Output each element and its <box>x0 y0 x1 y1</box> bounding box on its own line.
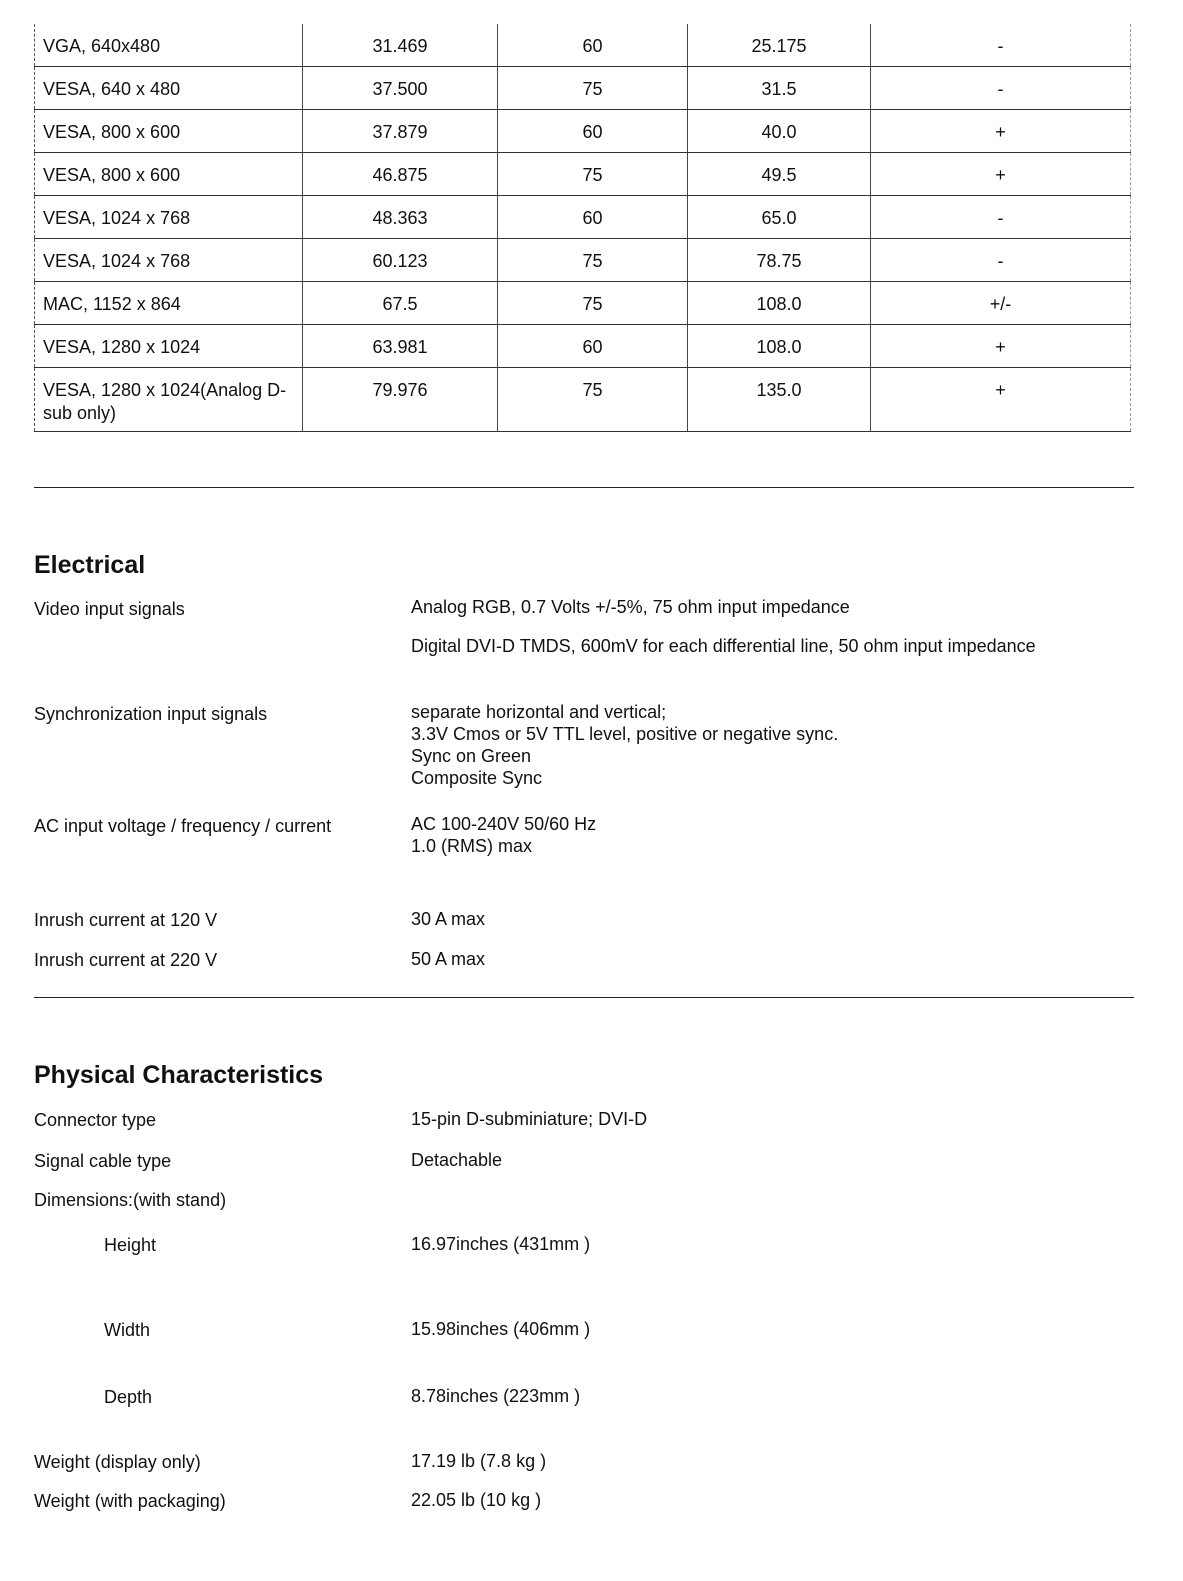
mode-cell: MAC, 1152 x 864 <box>35 282 303 325</box>
polarity-cell: + <box>871 368 1131 432</box>
polarity-cell: - <box>871 239 1131 282</box>
sync-input-line: Composite Sync <box>411 768 543 788</box>
ac-input-line: 1.0 (RMS) max <box>411 836 533 856</box>
pixel-clock-cell: 31.5 <box>688 67 871 110</box>
pixel-clock-cell: 108.0 <box>688 325 871 368</box>
mode-cell: VESA, 800 x 600 <box>35 110 303 153</box>
pixel-clock-cell: 40.0 <box>688 110 871 153</box>
sync-input-label: Synchronization input signals <box>34 704 268 724</box>
v-freq-cell: 75 <box>498 368 688 432</box>
sync-input-line: 3.3V Cmos or 5V TTL level, positive or negative sync. <box>411 724 839 744</box>
depth-label: Depth <box>104 1387 153 1407</box>
table-row <box>35 282 1131 325</box>
signal-cable-value: Detachable <box>411 1150 503 1170</box>
v-freq-cell: 60 <box>498 24 688 67</box>
height-value: 16.97inches (431mm ) <box>411 1234 591 1254</box>
h-freq-cell: 37.500 <box>303 67 498 110</box>
v-freq-cell: 60 <box>498 110 688 153</box>
connector-type-value: 15-pin D-subminiature; DVI-D <box>411 1109 648 1129</box>
table-row <box>35 24 1131 67</box>
pixel-clock-cell: 65.0 <box>688 196 871 239</box>
h-freq-cell: 37.879 <box>303 110 498 153</box>
v-freq-cell: 75 <box>498 239 688 282</box>
pixel-clock-cell: 135.0 <box>688 368 871 432</box>
mode-cell: VGA, 640x480 <box>35 24 303 67</box>
ac-input-value <box>411 813 596 857</box>
sync-input-line: Sync on Green <box>411 746 532 766</box>
table-row <box>35 153 1131 196</box>
physical-heading: Physical Characteristics <box>34 1061 324 1089</box>
inrush-120-label: Inrush current at 120 V <box>34 910 218 930</box>
signal-cable-label: Signal cable type <box>34 1151 172 1171</box>
video-input-label: Video input signals <box>34 599 185 619</box>
h-freq-cell: 63.981 <box>303 325 498 368</box>
h-freq-cell: 60.123 <box>303 239 498 282</box>
h-freq-cell: 46.875 <box>303 153 498 196</box>
pixel-clock-cell: 25.175 <box>688 24 871 67</box>
table-row <box>35 325 1131 368</box>
mode-cell: VESA, 1280 x 1024 <box>35 325 303 368</box>
h-freq-cell: 48.363 <box>303 196 498 239</box>
polarity-cell: + <box>871 110 1131 153</box>
table-row <box>35 67 1131 110</box>
h-freq-cell: 79.976 <box>303 368 498 432</box>
v-freq-cell: 60 <box>498 325 688 368</box>
mode-cell: VESA, 1024 x 768 <box>35 239 303 282</box>
polarity-cell: + <box>871 153 1131 196</box>
polarity-cell: +/- <box>871 282 1131 325</box>
height-label: Height <box>104 1235 157 1255</box>
connector-type-label: Connector type <box>34 1110 157 1130</box>
inrush-220-label: Inrush current at 220 V <box>34 950 218 970</box>
sync-input-value <box>411 701 838 789</box>
polarity-cell: + <box>871 325 1131 368</box>
ac-input-line: AC 100-240V 50/60 Hz <box>411 814 597 834</box>
polarity-cell: - <box>871 24 1131 67</box>
timing-table <box>34 24 1131 432</box>
mode-cell: VESA, 800 x 600 <box>35 153 303 196</box>
v-freq-cell: 75 <box>498 153 688 196</box>
sync-input-line: separate horizontal and vertical; <box>411 702 667 722</box>
v-freq-cell: 75 <box>498 282 688 325</box>
table-row <box>35 196 1131 239</box>
section-divider <box>34 487 1134 488</box>
inrush-120-value: 30 A max <box>411 909 486 929</box>
table-row <box>35 110 1131 153</box>
weight-display-label: Weight (display only) <box>34 1452 201 1472</box>
mode-cell: VESA, 1280 x 1024(Analog D-sub only) <box>35 368 303 432</box>
h-freq-cell: 31.469 <box>303 24 498 67</box>
width-value: 15.98inches (406mm ) <box>411 1319 591 1339</box>
section-divider <box>34 997 1134 998</box>
polarity-cell: - <box>871 196 1131 239</box>
polarity-cell: - <box>871 67 1131 110</box>
h-freq-cell: 67.5 <box>303 282 498 325</box>
ac-input-label: AC input voltage / frequency / current <box>34 816 332 836</box>
pixel-clock-cell: 78.75 <box>688 239 871 282</box>
dimensions-label: Dimensions:(with stand) <box>34 1190 227 1210</box>
mode-cell: VESA, 1024 x 768 <box>35 196 303 239</box>
weight-packaging-value: 22.05 lb (10 kg ) <box>411 1490 542 1510</box>
weight-display-value: 17.19 lb (7.8 kg ) <box>411 1451 547 1471</box>
electrical-heading: Electrical <box>34 551 146 579</box>
v-freq-cell: 75 <box>498 67 688 110</box>
video-input-analog-value: Analog RGB, 0.7 Volts +/-5%, 75 ohm input impedance <box>411 597 850 617</box>
depth-value: 8.78inches (223mm ) <box>411 1386 581 1406</box>
inrush-220-value: 50 A max <box>411 949 486 969</box>
width-label: Width <box>104 1320 151 1340</box>
table-row <box>35 239 1131 282</box>
mode-cell: VESA, 640 x 480 <box>35 67 303 110</box>
pixel-clock-cell: 49.5 <box>688 153 871 196</box>
pixel-clock-cell: 108.0 <box>688 282 871 325</box>
video-input-digital-value: Digital DVI-D TMDS, 600mV for each differential line, 50 ohm input impedance <box>411 636 1036 656</box>
table-row <box>35 368 1131 432</box>
weight-packaging-label: Weight (with packaging) <box>34 1491 226 1511</box>
v-freq-cell: 60 <box>498 196 688 239</box>
